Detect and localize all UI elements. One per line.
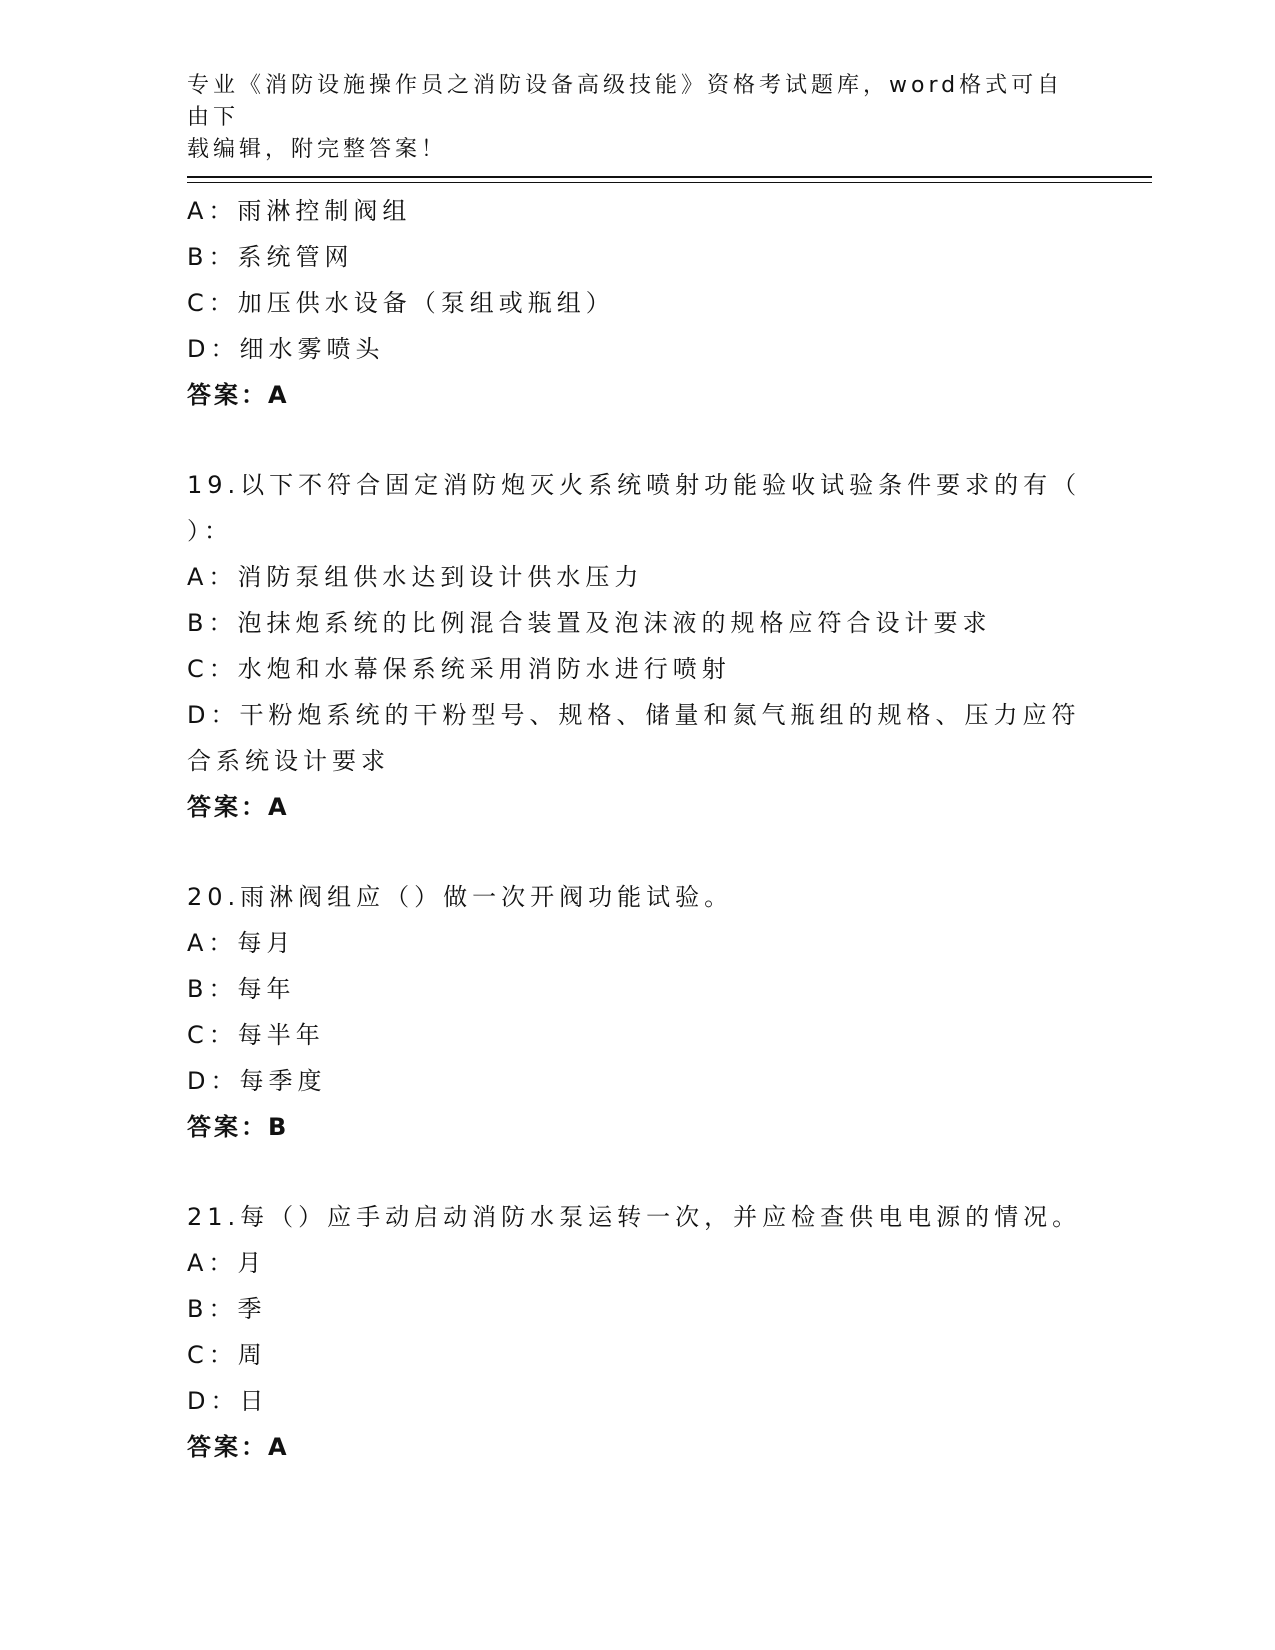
spacer <box>187 418 1087 462</box>
answer: 答案：A <box>187 793 290 821</box>
option-d-continued: 合系统设计要求 <box>187 747 390 775</box>
header-divider-thin <box>187 182 1152 183</box>
option-b: B：泡抹炮系统的比例混合装置及泡沫液的规格应符合设计要求 <box>187 609 992 637</box>
header-line-2: 载编辑，附完整答案！ <box>187 137 448 162</box>
option-d: D：每季度 <box>187 1067 327 1095</box>
answer: 答案：A <box>187 1433 290 1461</box>
answer: 答案：A <box>187 381 290 409</box>
option-b: B：季 <box>187 1295 267 1323</box>
option-b: B：系统管网 <box>187 243 354 271</box>
option-a: A：月 <box>187 1249 267 1277</box>
question-text: 19.以下不符合固定消防炮灭火系统喷射功能验收试验条件要求的有（ <box>187 471 1082 499</box>
option-c: C：每半年 <box>187 1021 325 1049</box>
option-c: C：周 <box>187 1341 267 1369</box>
option-d: D：日 <box>187 1387 269 1415</box>
question-21-block <box>187 1194 1087 1470</box>
spacer <box>187 1150 1087 1194</box>
header-line-1: 专业《消防设施操作员之消防设备高级技能》资格考试题库，word格式可自由下 <box>187 73 1064 130</box>
question-text: 20.雨淋阀组应（）做一次开阀功能试验。 <box>187 883 734 911</box>
option-c: C：水炮和水幕保系统采用消防水进行喷射 <box>187 655 731 683</box>
spacer <box>187 830 1087 874</box>
question-20-block <box>187 874 1087 1150</box>
option-d: D：细水雾喷头 <box>187 335 385 363</box>
option-d: D：干粉炮系统的干粉型号、规格、储量和氮气瓶组的规格、压力应符 <box>187 701 1081 729</box>
question-list <box>187 188 1087 1470</box>
question-18-block <box>187 188 1087 418</box>
option-a: A：雨淋控制阀组 <box>187 197 412 225</box>
answer: 答案：B <box>187 1113 290 1141</box>
option-c: C：加压供水设备（泵组或瓶组） <box>187 289 615 317</box>
question-19-block <box>187 462 1087 830</box>
option-a: A：每月 <box>187 929 296 957</box>
document-header <box>187 70 1067 166</box>
header-divider-thick <box>187 176 1152 178</box>
question-text: 21.每（）应手动启动消防水泵运转一次，并应检查供电电源的情况。 <box>187 1203 1082 1231</box>
question-text-continued: ）： <box>187 517 233 545</box>
option-a: A：消防泵组供水达到设计供水压力 <box>187 563 644 591</box>
option-b: B：每年 <box>187 975 296 1003</box>
